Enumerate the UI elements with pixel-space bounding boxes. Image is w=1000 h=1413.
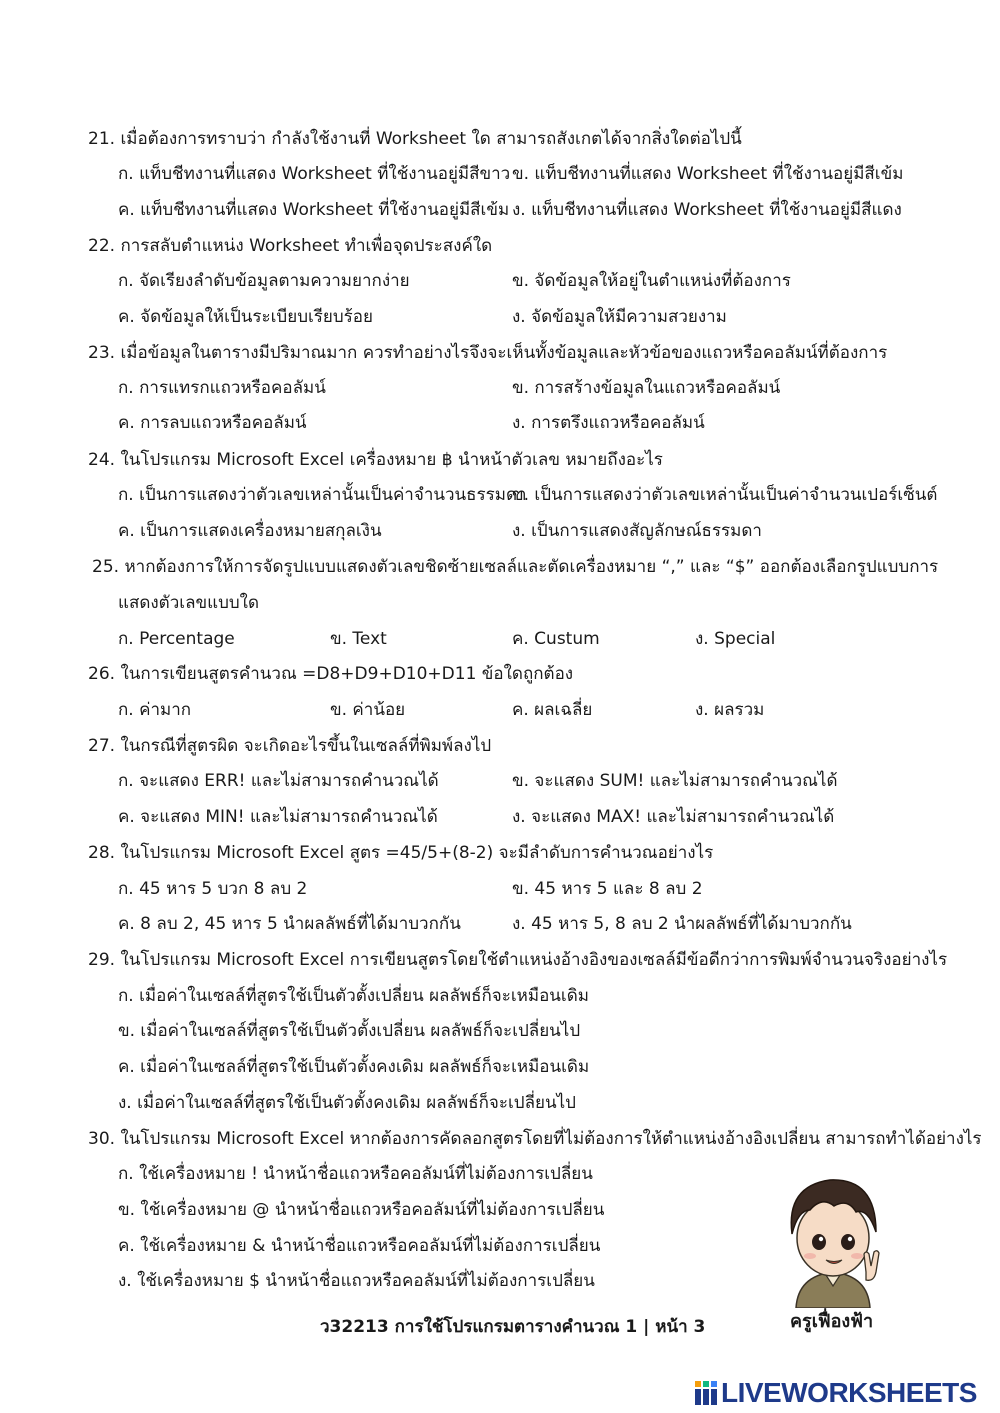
choice-26-d[interactable]: ง. ผลรวม (695, 700, 765, 720)
choice-25-b[interactable]: ข. Text (330, 629, 387, 649)
choice-21-a[interactable]: ก. แท็บชีทงานที่แสดง Worksheet ที่ใช้งานอยู่มีสีขาว (118, 164, 511, 184)
question-25: 25. หากต้องการให้การจัดรูปแบบแสดงตัวเลขชิดซ้ายเซลล์และตัดเครื่องหมาย “,” และ “$” ออกต้องเลือกรูปแบบการ (92, 557, 939, 577)
question-21: 21. เมื่อต้องการทราบว่า กำลังใช้งานที่ Worksheet ใด สามารถสังเกตได้จากสิ่งใดต่อไปนี้ (88, 129, 742, 149)
question-28: 28. ในโปรแกรม Microsoft Excel สูตร =45/5+(8-2) จะมีลำดับการคำนวณอย่างไร (88, 843, 714, 863)
choice-29-a[interactable]: ก. เมื่อค่าในเซลล์ที่สูตรใช้เป็นตัวตั้งเปลี่ยน ผลลัพธ์ก็จะเหมือนเดิม (118, 986, 589, 1006)
question-22: 22. การสลับตำแหน่ง Worksheet ทำเพื่อจุดประสงค์ใด (88, 236, 493, 256)
choice-26-a[interactable]: ก. ค่ามาก (118, 700, 192, 720)
choice-27-b[interactable]: ข. จะแสดง SUM! และไม่สามารถคำนวณได้ (512, 771, 838, 791)
choice-21-c[interactable]: ค. แท็บชีทงานที่แสดง Worksheet ที่ใช้งานอยู่มีสีเข้ม (118, 200, 510, 220)
choice-24-a[interactable]: ก. เป็นการแสดงว่าตัวเลขเหล่านั้นเป็นค่าจำนวนธรรมดา (118, 485, 527, 505)
question-26: 26. ในการเขียนสูตรคำนวณ =D8+D9+D10+D11 ข้อใดถูกต้อง (88, 664, 574, 684)
choice-27-a[interactable]: ก. จะแสดง ERR! และไม่สามารถคำนวณได้ (118, 771, 439, 791)
choice-28-c[interactable]: ค. 8 ลบ 2, 45 หาร 5 นำผลลัพธ์ที่ได้มาบวกกัน (118, 914, 461, 934)
choice-28-a[interactable]: ก. 45 หาร 5 บวก 8 ลบ 2 (118, 879, 308, 899)
choice-24-b[interactable]: ข. เป็นการแสดงว่าตัวเลขเหล่านั้นเป็นค่าจำนวนเปอร์เซ็นต์ (512, 485, 938, 505)
choice-29-b[interactable]: ข. เมื่อค่าในเซลล์ที่สูตรใช้เป็นตัวตั้งเปลี่ยน ผลลัพธ์ก็จะเปลี่ยนไป (118, 1021, 581, 1041)
choice-30-b[interactable]: ข. ใช้เครื่องหมาย @ นำหน้าชื่อแถวหรือคอลัมน์ที่ไม่ต้องการเปลี่ยน (118, 1200, 605, 1220)
choice-21-d[interactable]: ง. แท็บชีทงานที่แสดง Worksheet ที่ใช้งานอยู่มีสีแดง (512, 200, 902, 220)
choice-24-d[interactable]: ง. เป็นการแสดงสัญลักษณ์ธรรมดา (512, 521, 762, 541)
choice-26-c[interactable]: ค. ผลเฉลี่ย (512, 700, 593, 720)
choice-23-c[interactable]: ค. การลบแถวหรือคอลัมน์ (118, 413, 307, 433)
choice-28-b[interactable]: ข. 45 หาร 5 และ 8 ลบ 2 (512, 879, 703, 899)
brand-text: LIVEWORKSHEETS (721, 1377, 977, 1408)
choice-29-c[interactable]: ค. เมื่อค่าในเซลล์ที่สูตรใช้เป็นตัวตั้งคงเดิม ผลลัพธ์ก็จะเหมือนเดิม (118, 1057, 590, 1077)
choice-22-a[interactable]: ก. จัดเรียงลำดับข้อมูลตามความยากง่าย (118, 271, 410, 291)
choice-26-b[interactable]: ข. ค่าน้อย (330, 700, 406, 720)
choice-30-a[interactable]: ก. ใช้เครื่องหมาย ! นำหน้าชื่อแถวหรือคอลัมน์ที่ไม่ต้องการเปลี่ยน (118, 1164, 593, 1184)
choice-27-c[interactable]: ค. จะแสดง MIN! และไม่สามารถคำนวณได้ (118, 807, 438, 827)
choice-27-d[interactable]: ง. จะแสดง MAX! และไม่สามารถคำนวณได้ (512, 807, 835, 827)
question-24: 24. ในโปรแกรม Microsoft Excel เครื่องหมาย ฿ นำหน้าตัวเลข หมายถึงอะไร (88, 450, 663, 470)
choice-30-c[interactable]: ค. ใช้เครื่องหมาย & นำหน้าชื่อแถวหรือคอลัมน์ที่ไม่ต้องการเปลี่ยน (118, 1236, 601, 1256)
choice-21-b[interactable]: ข. แท็บชีทงานที่แสดง Worksheet ที่ใช้งานอยู่มีสีเข้ม (512, 164, 904, 184)
choice-22-b[interactable]: ข. จัดข้อมูลให้อยู่ในตำแหน่งที่ต้องการ (512, 271, 791, 291)
footer-course-page: ว32213 การใช้โปรแกรมตารางคำนวณ 1 | หน้า 3 (320, 1317, 706, 1337)
liveworksheets-logo[interactable] (694, 1378, 977, 1408)
choice-29-d[interactable]: ง. เมื่อค่าในเซลล์ที่สูตรใช้เป็นตัวตั้งคงเดิม ผลลัพธ์ก็จะเปลี่ยนไป (118, 1093, 576, 1113)
liveworksheets-mark-icon (694, 1379, 718, 1407)
choice-28-d[interactable]: ง. 45 หาร 5, 8 ลบ 2 นำผลลัพธ์ที่ได้มาบวกกัน (512, 914, 852, 934)
choice-24-c[interactable]: ค. เป็นการแสดงเครื่องหมายสกุลเงิน (118, 521, 382, 541)
choice-23-b[interactable]: ข. การสร้างข้อมูลในแถวหรือคอลัมน์ (512, 378, 781, 398)
question-29: 29. ในโปรแกรม Microsoft Excel การเขียนสูตรโดยใช้ตำแหน่งอ้างอิงของเซลล์มีข้อดีกว่าการพิมพ์จำนวนจริงอย่างไร (88, 950, 948, 970)
question-23: 23. เมื่อข้อมูลในตารางมีปริมาณมาก ควรทำอย่างไรจึงจะเห็นทั้งข้อมูลและหัวข้อของแถวหรือคอลัมน์ที่ต้องการ (88, 343, 888, 363)
choice-22-c[interactable]: ค. จัดข้อมูลให้เป็นระเบียบเรียบร้อย (118, 307, 373, 327)
choice-25-d[interactable]: ง. Special (695, 629, 776, 649)
choice-23-d[interactable]: ง. การตรึงแถวหรือคอลัมน์ (512, 413, 705, 433)
question-27: 27. ในกรณีที่สูตรผิด จะเกิดอะไรขึ้นในเซลล์ที่พิมพ์ลงไป (88, 736, 492, 756)
choice-22-d[interactable]: ง. จัดข้อมูลให้มีความสวยงาม (512, 307, 727, 327)
choice-30-d[interactable]: ง. ใช้เครื่องหมาย $ นำหน้าชื่อแถวหรือคอลัมน์ที่ไม่ต้องการเปลี่ยน (118, 1271, 595, 1291)
choice-23-a[interactable]: ก. การแทรกแถวหรือคอลัมน์ (118, 378, 326, 398)
teacher-avatar (768, 1168, 898, 1308)
choice-25-a[interactable]: ก. Percentage (118, 629, 235, 649)
question-25-cont: แสดงตัวเลขแบบใด (118, 593, 259, 613)
choice-25-c[interactable]: ค. Custum (512, 629, 600, 649)
question-30: 30. ในโปรแกรม Microsoft Excel หากต้องการคัดลอกสูตรโดยที่ไม่ต้องการให้ตำแหน่งอ้างอิงเปลี่ยน สามารถทำได้อย่างไร (88, 1129, 982, 1149)
teacher-name: ครูเฟื่องฟ้า (790, 1311, 874, 1332)
